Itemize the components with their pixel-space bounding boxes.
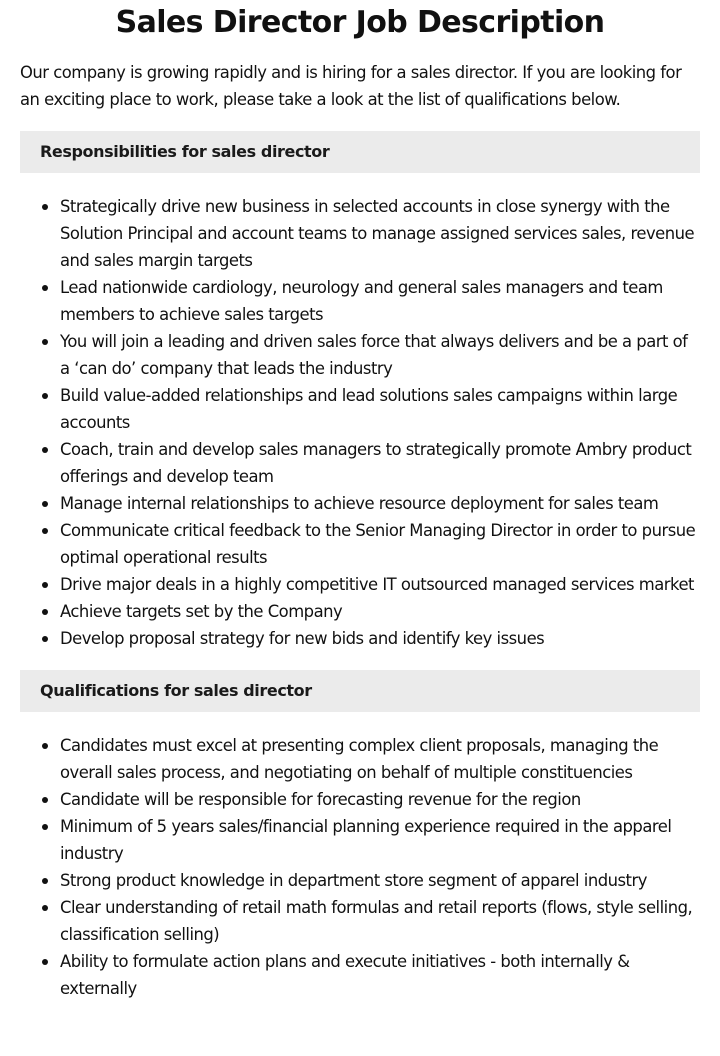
qualification-item: Clear understanding of retail math formulas and retail reports (flows, style selling, classification selling) [60,894,700,948]
responsibilities-list [20,193,700,652]
qualification-item: Candidates must excel at presenting complex client proposals, managing the overall sales process, and negotiating on behalf of multiple constituencies [60,732,700,786]
responsibility-item: Lead nationwide cardiology, neurology and general sales managers and team members to achieve sales targets [60,274,700,328]
responsibilities-header: Responsibilities for sales director [20,131,700,173]
qualification-item: Ability to formulate action plans and execute initiatives - both internally & externally [60,948,700,1002]
responsibility-item: Manage internal relationships to achieve resource deployment for sales team [60,490,700,517]
responsibility-item: Drive major deals in a highly competitive IT outsourced managed services market [60,571,700,598]
responsibility-item: You will join a leading and driven sales force that always delivers and be a part of a ‘can do’ company that leads the industry [60,328,700,382]
qualification-item: Minimum of 5 years sales/financial planning experience required in the apparel industry [60,813,700,867]
responsibility-item: Achieve targets set by the Company [60,598,700,625]
intro-paragraph: Our company is growing rapidly and is hiring for a sales director. If you are looking for an exciting place to work, please take a look at the list of qualifications below. [20,63,682,109]
responsibility-item: Build value-added relationships and lead solutions sales campaigns within large accounts [60,382,700,436]
qualifications-header: Qualifications for sales director [20,670,700,712]
qualifications-list [20,732,700,1002]
qualification-item: Candidate will be responsible for forecasting revenue for the region [60,786,700,813]
responsibility-item: Develop proposal strategy for new bids and identify key issues [60,625,700,652]
responsibility-item: Strategically drive new business in selected accounts in close synergy with the Solution Principal and account teams to manage assigned services sales, revenue and sales margin targets [60,193,700,274]
responsibility-item: Communicate critical feedback to the Senior Managing Director in order to pursue optimal operational results [60,517,700,571]
page-title: Sales Director Job Description [115,5,605,40]
responsibility-item: Coach, train and develop sales managers to strategically promote Ambry product offerings and develop team [60,436,700,490]
qualification-item: Strong product knowledge in department store segment of apparel industry [60,867,700,894]
